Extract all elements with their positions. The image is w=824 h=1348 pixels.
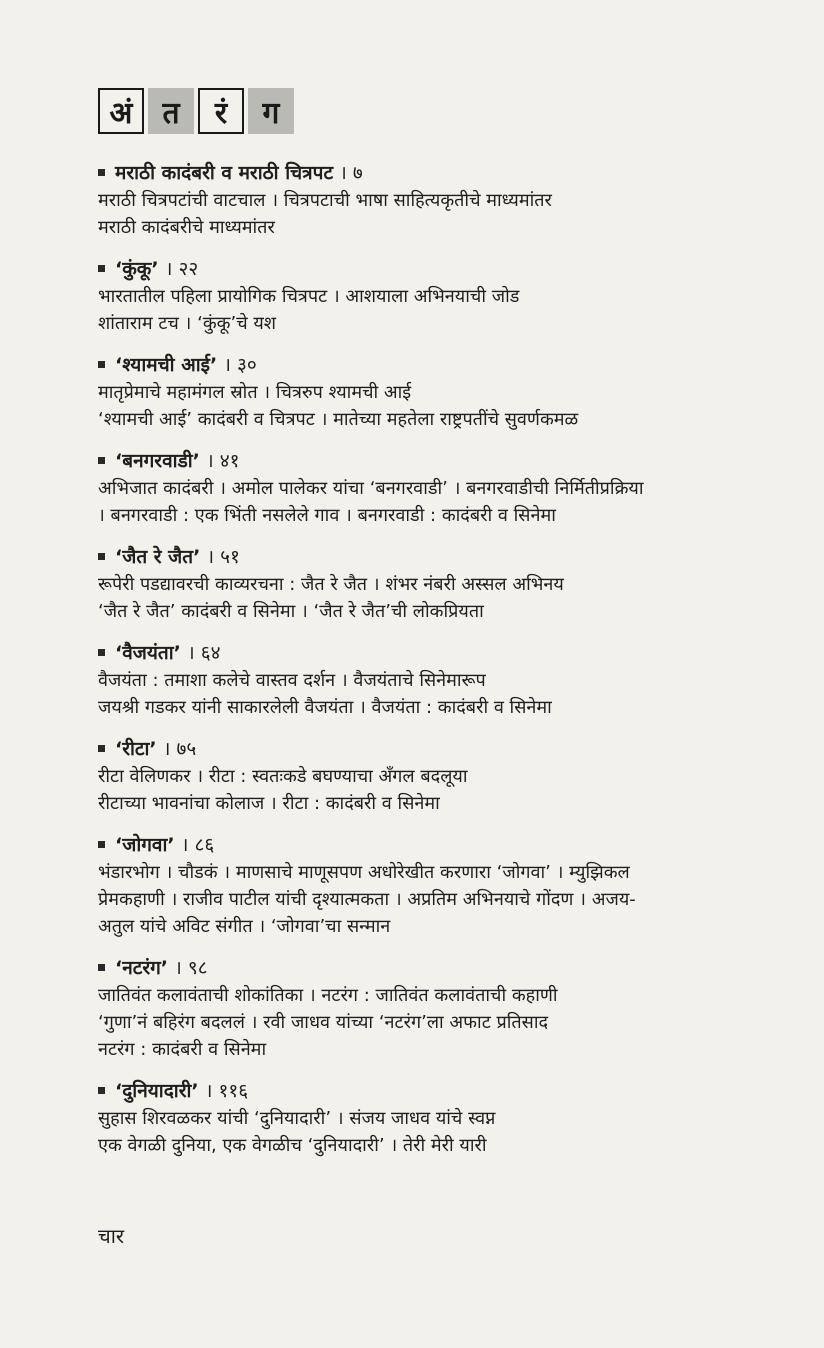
toc-entry-heading bbox=[98, 736, 778, 763]
page-number: । ७५ bbox=[163, 738, 197, 760]
toc-entry-heading bbox=[98, 832, 778, 859]
chapter-title: ‘जैत रे जैत’ bbox=[115, 546, 201, 568]
topic-line: । बनगरवाडी : एक भिंती नसलेले गाव । बनगरवाडी : कादंबरी व सिनेमा bbox=[98, 505, 556, 526]
topic-line: प्रेमकहाणी । राजीव पाटील यांची दृश्यात्मकता । अप्रतिम अभिनयाचे गोंदण । अजय- bbox=[98, 889, 636, 910]
page-number: । ११६ bbox=[205, 1080, 249, 1102]
topic-line: वैजयंता : तमाशा कलेचे वास्तव दर्शन । वैजयंताचे सिनेमारूप bbox=[98, 670, 486, 691]
topic-line: मराठी कादंबरीचे माध्यमांतर bbox=[98, 217, 275, 238]
bullet-square-icon bbox=[98, 964, 105, 971]
contents-heading bbox=[98, 88, 294, 134]
page-number: । २२ bbox=[165, 258, 199, 280]
bullet-square-icon bbox=[98, 745, 105, 752]
bullet-square-icon bbox=[98, 457, 105, 464]
chapter-title: ‘नटरंग’ bbox=[115, 957, 169, 979]
bullet-square-icon bbox=[98, 841, 105, 848]
topic-line: नटरंग : कादंबरी व सिनेमा bbox=[98, 1039, 267, 1060]
toc-entry-heading bbox=[98, 1078, 778, 1105]
bullet-square-icon bbox=[98, 361, 105, 368]
topic-line: मातृप्रेमाचे महामंगल स्रोत । चित्ररुप श्यामची आई bbox=[98, 382, 412, 403]
bullet-square-icon bbox=[98, 553, 105, 560]
toc-entry bbox=[98, 544, 778, 625]
chapter-title: ‘कुंकू’ bbox=[115, 258, 159, 280]
chapter-title: ‘दुनियादारी’ bbox=[115, 1080, 199, 1102]
toc-entry-heading bbox=[98, 544, 778, 571]
bullet-square-icon bbox=[98, 1087, 105, 1094]
page-number: । ३० bbox=[223, 354, 257, 376]
topic-line: मराठी चित्रपटांची वाटचाल । चित्रपटाची भाषा साहित्यकृतीचे माध्यमांतर bbox=[98, 190, 552, 211]
toc-entry bbox=[98, 256, 778, 337]
topic-line: ‘जैत रे जैत’ कादंबरी व सिनेमा । ‘जैत रे जैत’ची लोकप्रियता bbox=[98, 601, 484, 622]
page-number: । ६४ bbox=[187, 642, 221, 664]
toc-entry-heading bbox=[98, 955, 778, 982]
heading-letter-box: रं bbox=[198, 88, 244, 134]
page-number: । ७ bbox=[339, 162, 363, 184]
toc-entry-heading bbox=[98, 256, 778, 283]
topic-line: भारतातील पहिला प्रायोगिक चित्रपट । आशयाला अभिनयाची जोड bbox=[98, 286, 520, 307]
toc-entry bbox=[98, 736, 778, 817]
page-number: । ८६ bbox=[181, 834, 215, 856]
page-number: । ५१ bbox=[206, 546, 240, 568]
bullet-square-icon bbox=[98, 169, 105, 176]
topic-line: ‘श्यामची आई’ कादंबरी व चित्रपट । मातेच्या महतेला राष्ट्रपतींचे सुवर्णकमळ bbox=[98, 409, 579, 430]
topic-line: ‘गुणा’नं बहिरंग बदललं । रवी जाधव यांच्या ‘नटरंग’ला अफाट प्रतिसाद bbox=[98, 1012, 549, 1033]
toc-entry-heading bbox=[98, 352, 778, 379]
topic-line: रूपेरी पडद्यावरची काव्यरचना : जैत रे जैत । शंभर नंबरी अस्सल अभिनय bbox=[98, 574, 564, 595]
toc-entry bbox=[98, 955, 778, 1063]
heading-letter-box: त bbox=[148, 88, 194, 134]
toc-entry bbox=[98, 832, 778, 940]
page-folio: चार bbox=[98, 1224, 125, 1248]
topic-line: शांताराम टच । ‘कुंकू’चे यश bbox=[98, 313, 277, 334]
bullet-square-icon bbox=[98, 649, 105, 656]
page-number: । ९८ bbox=[174, 957, 208, 979]
toc-entry-heading bbox=[98, 640, 778, 667]
topic-line: रीटा वेलिणकर । रीटा : स्वतःकडे बघण्याचा ॲंगल बदलूया bbox=[98, 766, 468, 787]
topic-line: सुहास शिरवळकर यांची ‘दुनियादारी’ । संजय जाधव यांचे स्वप्न bbox=[98, 1108, 496, 1129]
toc-entry-heading bbox=[98, 448, 778, 475]
topic-line: अभिजात कादंबरी । अमोल पालेकर यांचा ‘बनगरवाडी’ । बनगरवाडीची निर्मितीप्रक्रिया bbox=[98, 478, 644, 499]
toc-entry bbox=[98, 448, 778, 529]
chapter-title: ‘श्यामची आई’ bbox=[115, 354, 218, 376]
topic-line: जयश्री गडकर यांनी साकारलेली वैजयंता । वैजयंता : कादंबरी व सिनेमा bbox=[98, 697, 552, 718]
chapter-title: ‘जोगवा’ bbox=[115, 834, 175, 856]
chapter-title: ‘बनगरवाडी’ bbox=[115, 450, 200, 472]
topic-line: जातिवंत कलावंताची शोकांतिका । नटरंग : जातिवंत कलावंताची कहाणी bbox=[98, 985, 558, 1006]
topic-line: अतुल यांचे अविट संगीत । ‘जोगवा’चा सन्मान bbox=[98, 916, 391, 937]
toc-entry-heading bbox=[98, 160, 778, 187]
heading-letter-box: ग bbox=[248, 88, 294, 134]
bullet-square-icon bbox=[98, 265, 105, 272]
toc-entry bbox=[98, 352, 778, 433]
table-of-contents bbox=[98, 160, 778, 1174]
topic-line: रीटाच्या भावनांचा कोलाज । रीटा : कादंबरी व सिनेमा bbox=[98, 793, 440, 814]
page-number: । ४१ bbox=[206, 450, 240, 472]
topic-line: एक वेगळी दुनिया, एक वेगळीच ‘दुनियादारी’ । तेरी मेरी यारी bbox=[98, 1135, 487, 1156]
chapter-title: मराठी कादंबरी व मराठी चित्रपट bbox=[115, 162, 334, 184]
topic-line: भंडारभोग । चौडकं । माणसाचे माणूसपण अधोरेखीत करणारा ‘जोगवा’ । म्युझिकल bbox=[98, 862, 630, 883]
toc-entry bbox=[98, 640, 778, 721]
toc-entry bbox=[98, 1078, 778, 1159]
toc-entry bbox=[98, 160, 778, 241]
heading-letter-box: अं bbox=[98, 88, 144, 134]
chapter-title: ‘वैजयंता’ bbox=[115, 642, 181, 664]
chapter-title: ‘रीटा’ bbox=[115, 738, 157, 760]
